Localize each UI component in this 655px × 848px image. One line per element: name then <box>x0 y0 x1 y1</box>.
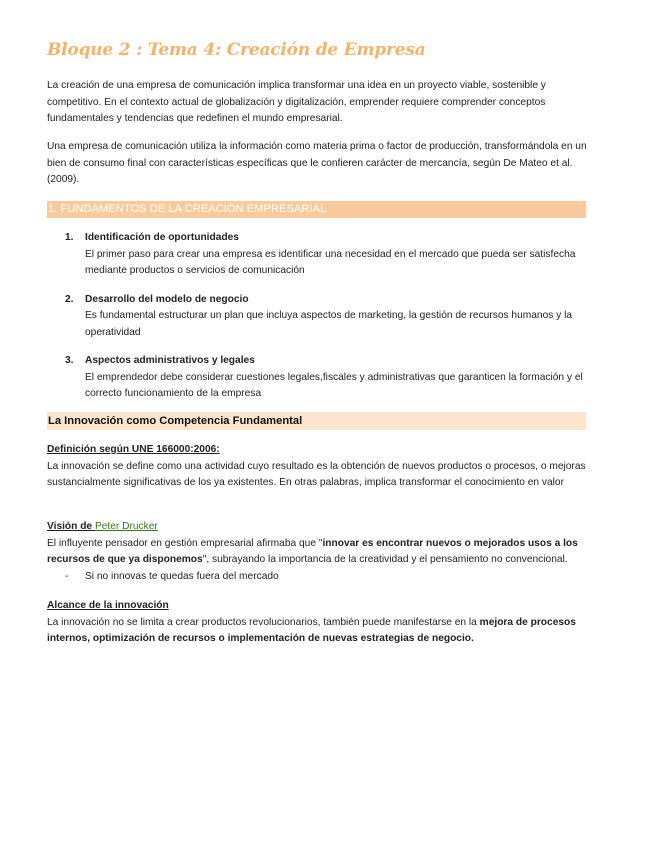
bullet-dash: - <box>65 570 69 582</box>
list-item-title: Aspectos administrativos y legales <box>85 355 255 366</box>
drucker-text <box>47 536 607 569</box>
list-number: 2. <box>65 293 74 305</box>
scope-text-before: La innovación no se limita a crear productos revolucionarios, también puede manifestarse en la <box>47 616 480 628</box>
list-number: 1. <box>65 232 74 243</box>
list-item-text: El primer paso para crear una empresa es identificar una necesidad en el mercado que pueda ser satisfecha mediante productos o servicios de comunicación <box>85 248 576 276</box>
section-heading-innovacion: La Innovación como Competencia Fundamental <box>47 412 586 430</box>
peter-drucker-link[interactable]: Peter Drucker <box>94 521 158 532</box>
intro-paragraph-1: La creación de una empresa de comunicación implica transformar una idea en un proyecto viable, sostenible y competitivo. En el contexto actual de globalización y digitalización, emprender requiere comprender conceptos fundamentales y tendencias que redefinen el mundo empresarial. <box>47 80 546 124</box>
scope-section <box>47 598 607 648</box>
list-item <box>47 353 607 403</box>
list-item-text: Es fundamental estructurar un plan que incluya aspectos de marketing, la gestión de recursos humanos y la operatividad <box>85 310 573 338</box>
section-heading-fundamentos: 1. FUNDAMENTOS DE LA CREACIÓN EMPRESARIAL <box>47 201 586 218</box>
drucker-text-before: El influyente pensador en gestión empresarial afirmaba que " <box>47 537 323 549</box>
definition-section <box>47 442 607 492</box>
drucker-bullet <box>47 569 607 586</box>
list-number: 3. <box>65 355 74 366</box>
definition-text: La innovación se define como una actividad cuyo resultado es la obtención de nuevos productos o procesos, o mejoras sustancialmente significativas de los ya existentes. En otras palabras, implica transformar el conocimiento en valor <box>47 460 586 488</box>
list-item-title: Identificación de oportunidades <box>85 232 239 243</box>
fundamentos-list <box>47 230 607 415</box>
list-item <box>47 292 607 342</box>
drucker-section <box>47 519 607 585</box>
list-item-title: Desarrollo del modelo de negocio <box>85 293 249 305</box>
list-item-text: El emprendedor debe considerar cuestiones legales,fiscales y administrativas que garanticen la formación y el correcto funcionamiento de la empresa <box>85 371 583 399</box>
list-item <box>47 230 607 280</box>
scope-title: Alcance de la innovación <box>47 600 169 611</box>
drucker-quote: innovar es encontrar nuevos o mejorados usos a los recursos de que ya disponemos <box>47 537 578 565</box>
intro-paragraph-2: Una empresa de comunicación utiliza la información como materia prima o factor de producción, transformándola en un bien de consumo final con características específicas que le confieren carácter de mercancía, según De Mateo et al. (2009). <box>47 141 587 185</box>
drucker-title <box>47 519 607 536</box>
bullet-text: Si no innovas te quedas fuera del mercado <box>85 570 279 582</box>
page-title: Bloque 2 : Tema 4: Creación de Empresa <box>47 40 426 60</box>
drucker-title-prefix: Visión de <box>47 521 95 532</box>
definition-title: Definición según UNE 166000:2006: <box>47 444 220 455</box>
drucker-text-after: ", subrayando la importancia de la creatividad y el pensamiento no convencional. <box>202 554 568 565</box>
scope-text <box>47 615 607 648</box>
scope-text-bold: mejora de procesos internos, optimización de recursos o implementación de nuevas estrategias de negocio. <box>47 616 576 644</box>
